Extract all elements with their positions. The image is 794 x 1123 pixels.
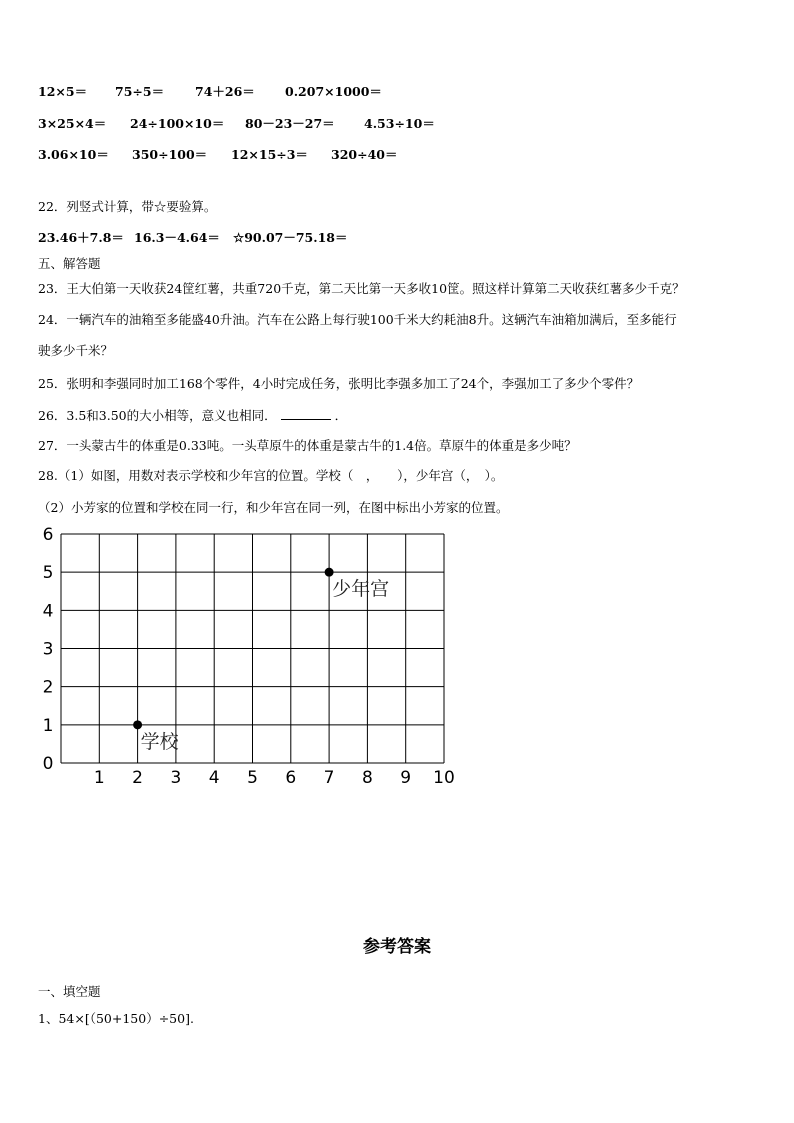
y-tick-label: 2 (42, 677, 54, 698)
calc-2-3: 80－23－27＝ (245, 116, 335, 131)
point-label: 少年宫 (332, 578, 390, 601)
calc-2-1: 3×25×4＝ (38, 116, 107, 131)
x-tick-label: 9 (400, 768, 412, 788)
y-tick-label: 0 (42, 754, 54, 774)
calc-1-1: 12×5＝ (38, 84, 88, 99)
q22-item-3: ☆90.07－75.18＝ (233, 230, 348, 245)
calc-3-2: 350÷100＝ (132, 147, 208, 162)
q22-item-2: 16.3－4.64＝ (134, 230, 220, 245)
q26-end: ． (334, 408, 348, 423)
q27: 27．一头蒙古牛的体重是0.33吨。一头草原牛的体重是蒙古牛的1.4倍。草原牛的体重是多少吨？ (38, 438, 577, 453)
calc-2-2: 24÷100×10＝ (130, 116, 225, 131)
section-5-heading: 五、解答题 (38, 256, 101, 271)
calc-1-4: 0.207×1000＝ (285, 84, 382, 99)
y-tick-label: 4 (42, 601, 54, 622)
q25: 25．张明和李强同时加工168个零件，4小时完成任务，张明比李强多加工了24个，李强加工了多少个零件？ (38, 376, 640, 391)
calc-2-4: 4.53÷10＝ (364, 116, 435, 131)
x-tick-label: 7 (323, 768, 335, 788)
point-marker (133, 720, 142, 729)
q26-text: 26．3.5和3.50的大小相等，意义也相同． (38, 408, 277, 423)
y-tick-label: 5 (42, 563, 54, 584)
x-tick-label: 10 (433, 768, 455, 788)
answers-section-1: 一、填空题 (38, 984, 101, 999)
x-tick-label: 4 (208, 768, 220, 788)
q22-prompt: 22．列竖式计算，带☆要验算。 (38, 199, 217, 214)
x-tick-label: 1 (93, 768, 105, 788)
y-tick-label: 3 (42, 639, 54, 660)
q24-line2: 驶多少千米？ (38, 343, 114, 358)
calc-3-4: 320÷40＝ (331, 147, 398, 162)
x-tick-label: 8 (361, 768, 373, 788)
q23: 23．王大伯第一天收获24筐红薯，共重720千克，第二天比第一天多收10筐。照这样计算第二天收获红薯多少千克？ (38, 281, 685, 296)
q28-part1: 28.（1）如图，用数对表示学校和少年宫的位置。学校（ ， ），少年宫（， ）。 (38, 468, 504, 483)
answers-title: 参考答案 (363, 937, 431, 957)
q24-line1: 24．一辆汽车的油箱至多能盛40升油。汽车在公路上每行驶100千米大约耗油8升。这辆汽车油箱加满后，至多能行 (38, 312, 677, 327)
calc-1-2: 75÷5＝ (115, 84, 165, 99)
calc-3-1: 3.06×10＝ (38, 147, 109, 162)
y-tick-label: 1 (42, 715, 54, 736)
q22-item-1: 23.46＋7.8＝ (38, 230, 124, 245)
x-tick-label: 3 (170, 768, 182, 788)
answer-1: 1、54×[（50+150）÷50]. (38, 1011, 194, 1026)
point-marker (325, 568, 334, 577)
y-tick-label: 6 (42, 525, 54, 545)
q28-part2: （2）小芳家的位置和学校在同一行，和少年宫在同一列，在图中标出小芳家的位置。 (38, 500, 509, 515)
x-tick-label: 6 (285, 768, 297, 788)
calc-3-3: 12×15÷3＝ (231, 147, 308, 162)
calc-1-3: 74＋26＝ (195, 84, 255, 99)
point-label: 学校 (140, 730, 179, 753)
x-tick-label: 5 (247, 768, 258, 788)
x-tick-label: 2 (132, 768, 144, 788)
